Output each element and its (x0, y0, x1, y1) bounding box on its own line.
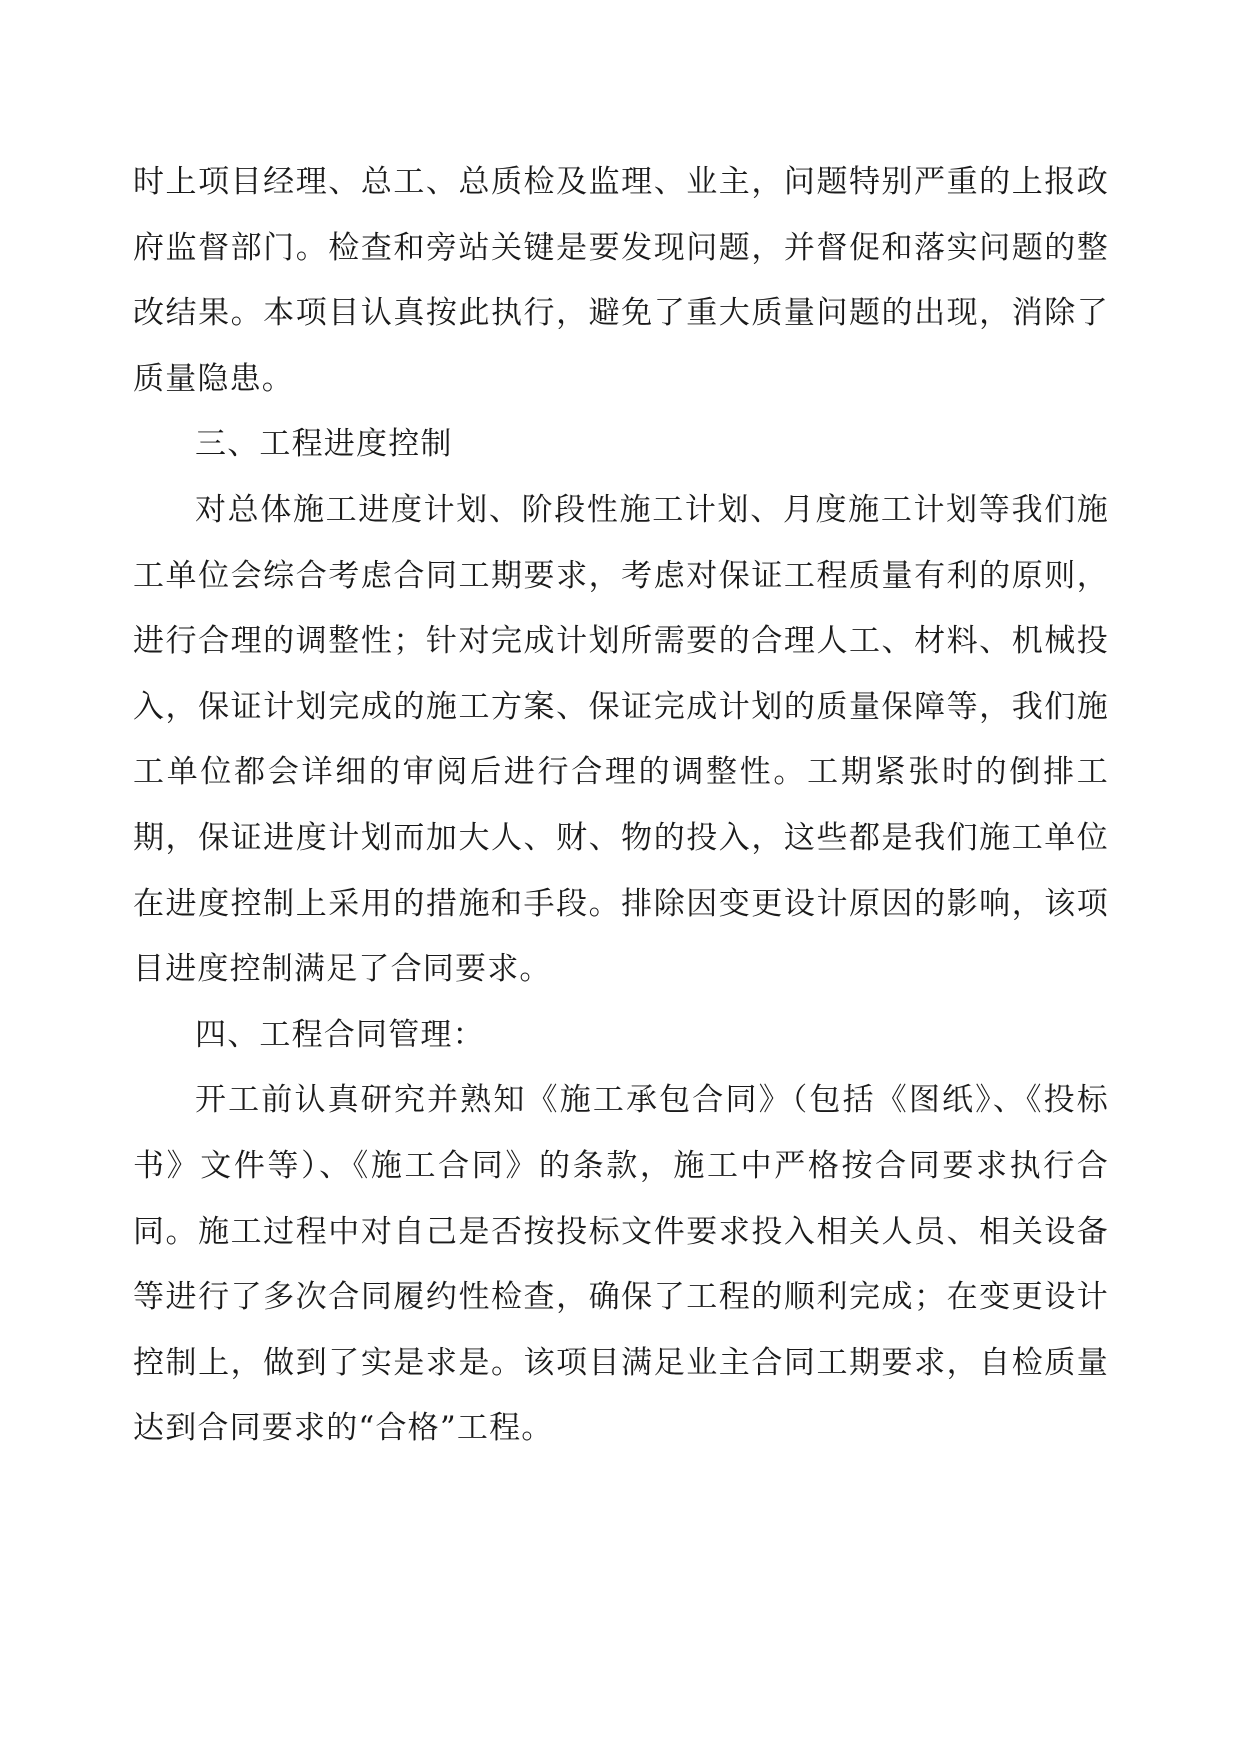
section-heading-progress-control: 三、工程进度控制 (195, 426, 453, 463)
section-heading-contract-management: 四、工程合同管理： (195, 1016, 485, 1053)
paragraph-progress-control: 对总体施工进度计划、阶段性施工计划、月度施工计划等我们施工单位会综合考虑合同工期要求，考虑对保证工程质量有利的原则，进行合理的调整性；针对完成计划所需要的合理人工、材料、机械投入，保证计划完成的施工方案、保证完成计划的质量保障等，我们施工单位都会详细的审阅后进行合理的调整性。工期紧张时的倒排工期，保证进度计划而加大人、财、物的投入，这些都是我们施工单位在进度控制上采用的措施和手段。排除因变更设计原因的影响，该项目进度控制满足了合同要求。 (133, 491, 1109, 988)
paragraph-quality-inspection: 时上项目经理、总工、总质检及监理、业主，问题特别严重的上报政府监督部门。检查和旁站关键是要发现问题，并督促和落实问题的整改结果。本项目认真按此执行，避免了重大质量问题的出现，消除了质量隐患。 (133, 164, 1109, 397)
document-body (133, 150, 1109, 1462)
paragraph-contract-management: 开工前认真研究并熟知《施工承包合同》（包括《图纸》、《投标书》文件等）、《施工合同》的条款，施工中严格按合同要求执行合同。施工过程中对自己是否按投标文件要求投入相关人员、相关设备等进行了多次合同履约性检查，确保了工程的顺利完成；在变更设计控制上，做到了实是求是。该项目满足业主合同工期要求，自检质量达到合同要求的“合格”工程。 (133, 1082, 1109, 1447)
